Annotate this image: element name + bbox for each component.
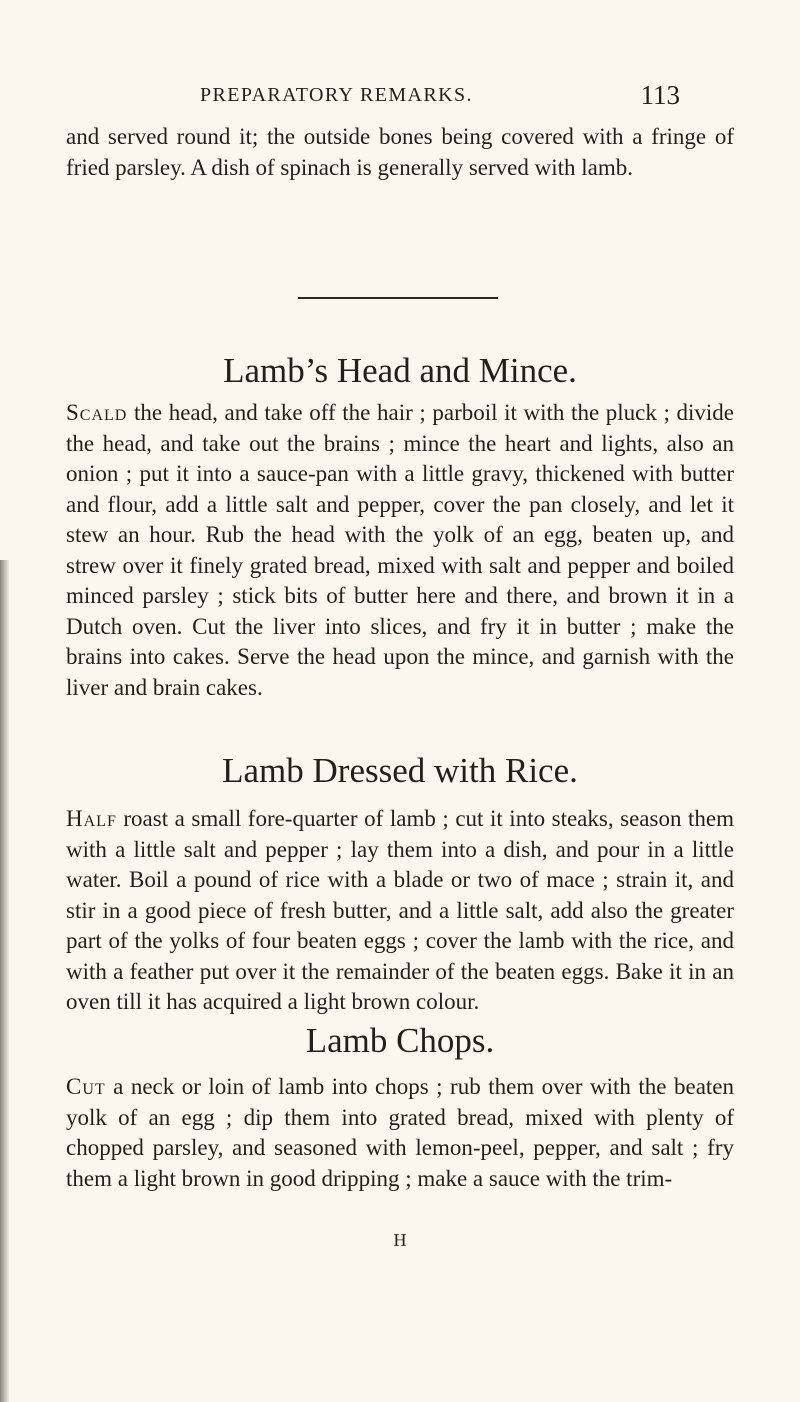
recipe-title-lambs-head: Lamb’s Head and Mince.	[223, 351, 577, 390]
recipe-lead-word: Half	[66, 806, 117, 831]
recipe-title-lamb-with-rice: Lamb Dressed with Rice.	[222, 751, 578, 790]
section-divider	[298, 297, 498, 299]
running-title: PREPARATORY REMARKS.	[200, 84, 473, 106]
recipe-lead-word: Cut	[66, 1074, 106, 1099]
recipe-body-text: roast a small fore-quarter of lamb ; cut it into steaks, season them with a little salt and pepper ; lay them into a dish, and pour in a little water. Boil a pound of rice with a blade or two of mace ; strain it, and stir in a good piece of fresh butter, and a little salt, add also the greater part of the yolks of four beaten eggs ; cover the lamb with the rice, and with a feather put over it the remainder of the beaten eggs. Bake it in an oven till it has acquired a light brown colour.	[66, 806, 734, 1014]
signature-mark: H	[393, 1230, 407, 1250]
binding-shadow	[0, 560, 10, 1402]
running-head	[200, 80, 680, 116]
intro-paragraph: and served round it; the outside bones being covered with a fringe of fried parsley. A dish of spinach is generally served with lamb.	[66, 124, 734, 180]
recipe-paragraph-lamb-chops	[66, 1072, 734, 1194]
recipe-lead-word: Scald	[66, 400, 128, 425]
recipe-body-text: the head, and take off the hair ; parboil it with the pluck ; divide the head, and take out the brains ; mince the heart and lights, also an onion ; put it into a sauce-pan with a little gravy, thickened with butter and flour, add a little salt and pepper, cover the pan closely, and let it stew an hour. Rub the head with the yolk of an egg, beaten up, and strew over it finely grated bread, mixed with salt and pepper and boiled minced parsley ; stick bits of butter here and there, and brown it in a Dutch oven. Cut the liver into slices, and fry it in butter ; make the brains into cakes. Serve the head upon the mince, and garnish with the liver and brain cakes.	[66, 400, 734, 700]
recipe-paragraph-lambs-head	[66, 398, 734, 703]
recipe-title-lamb-chops: Lamb Chops.	[305, 1021, 495, 1060]
recipe-paragraph-lamb-with-rice	[66, 804, 734, 1018]
page-number: 113	[640, 80, 680, 110]
recipe-body-text: a neck or loin of lamb into chops ; rub them over with the beaten yolk of an egg ; dip them into grated bread, mixed with plenty of chopped parsley, and seasoned with lemon-peel, pepper, and salt ; fry them a light brown in good dripping ; make a sauce with the trim-	[66, 1074, 734, 1191]
